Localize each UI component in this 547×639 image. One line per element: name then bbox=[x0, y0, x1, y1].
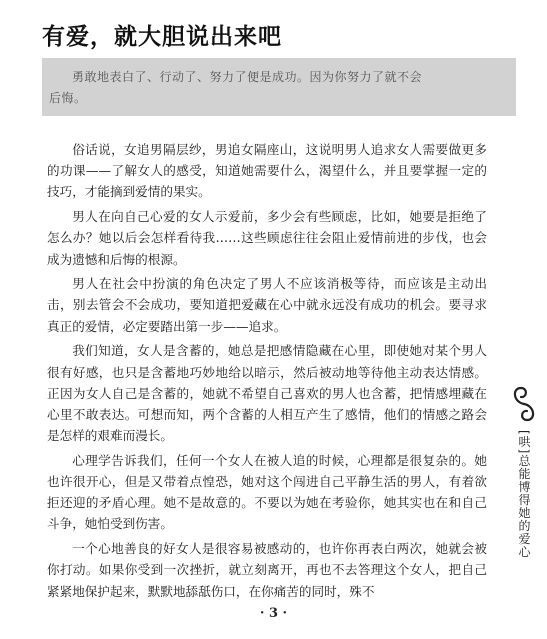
paragraph: 心理学告诉我们，任何一个女人在被人追的时候，心理都是很复杂的。她也许很开心，但是又带着点惶恐，她对这个闯进自己平静生活的男人，有着欲拒还迎的矛盾心理。她不是故意的。不要以为她在考验你，她其实也在和自己斗争，她怕受到伤害。 bbox=[47, 452, 487, 532]
swirl-ornament-icon bbox=[509, 384, 539, 424]
body-text bbox=[47, 139, 487, 605]
epigraph-line-1: 勇敢地表白了、行动了、努力了便是成功。因为你努力了就不会 bbox=[72, 70, 423, 84]
paragraph: 男人在社会中扮演的角色决定了男人不应该消极等待，而应该是主动出击，别去管会不会成功，要知道把爱藏在心中就永远没有成功的机会。要寻求真正的爱情，必定要踏出第一步——追求。 bbox=[47, 276, 487, 334]
page-number: · 3 · bbox=[259, 606, 288, 621]
paragraph: 男人在向自己心爱的女人示爱前，多少会有些顾虑，比如，她要是拒绝了怎么办？她以后会怎样看待我……这些顾虑往往会阻止爱情前进的步伐，也会成为遗憾和后悔的根源。 bbox=[47, 209, 487, 267]
chapter-title: 有爱，就大胆说出来吧 bbox=[42, 24, 282, 50]
epigraph-line-2: 后悔。 bbox=[49, 91, 87, 105]
epigraph-box bbox=[42, 58, 516, 116]
paragraph: 俗话说，女追男隔层纱，男追女隔座山，这说明男人追求女人需要做更多的功课——了解女人的感受，知道她需要什么，渴望什么，并且要掌握一定的技巧，才能摘到爱情的果实。 bbox=[47, 142, 487, 200]
paragraph: 一个心地善良的好女人是很容易被感动的，也许你再表白两次，她就会被你打动。如果你受到一次挫折，就立刻离开，再也不去答理这个女人，把自己紧紧地保护起来，默默地舔舐伤口，在你痛苦的同时，殊不 bbox=[47, 541, 487, 599]
side-caption: [哄]总能博得她的爱心 bbox=[517, 430, 531, 559]
paragraph: 我们知道，女人是含蓄的，她总是把感情隐藏在心里，即使她对某个男人很有好感，也只是含蓄地巧妙地给以暗示，然后被动地等待他主动表达情感。正因为女人自己是含蓄的，她就不希望自己喜欢的男人也含蓄，把情感埋藏在心里不敢表达。可想而知，两个含蓄的人相互产生了感情，他们的情感之路会是怎样的艰难而漫长。 bbox=[47, 343, 487, 444]
